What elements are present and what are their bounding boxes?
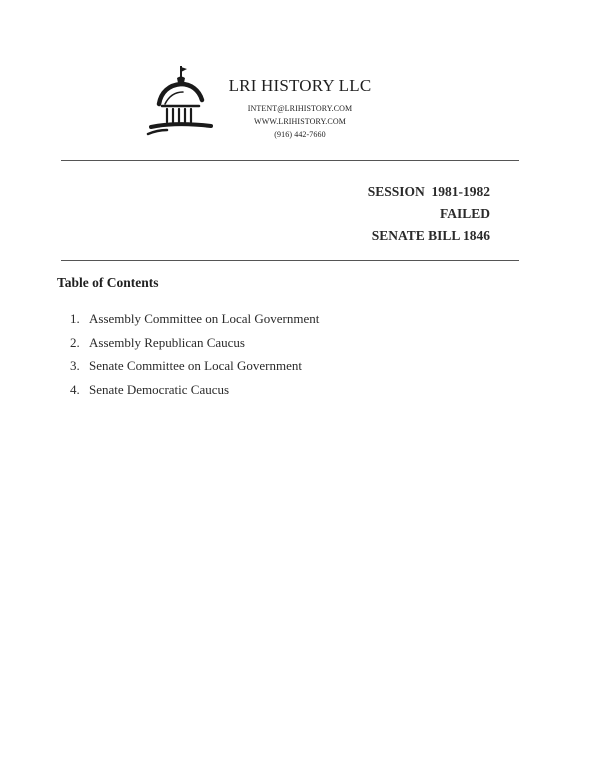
contact-phone: (916) 442-7660 [274,130,326,139]
toc-item-number: 3. [70,358,80,373]
bill-number-label: SENATE BILL 1846 [371,228,490,243]
header-divider [61,160,519,161]
toc-item-label: Senate Democratic Caucus [89,381,230,397]
section-divider [61,260,519,261]
contact-email: INTENT@LRIHISTORY.COM [247,104,353,113]
toc-item [70,331,319,355]
bill-info [368,181,490,247]
toc-title: Table of Contents [57,275,159,290]
contact-website: WWW.LRIHISTORY.COM [254,117,346,126]
capitol-dome-icon [145,64,215,138]
toc-list [70,307,319,401]
toc-item-label: Assembly Committee on Local Government [89,311,320,326]
toc-item [70,307,319,331]
toc-item-number: 4. [70,381,80,397]
toc-item-number: 2. [70,334,80,350]
toc-item [70,354,319,378]
session-label: SESSION 1981-1982 [367,184,490,199]
status-label: FAILED [439,206,490,221]
toc-item-label: Assembly Republican Caucus [89,334,245,350]
toc-item-number: 1. [70,311,80,326]
letterhead [220,76,380,141]
toc-item-label: Senate Committee on Local Government [89,358,302,373]
company-name: LRI HISTORY LLC [228,76,372,95]
toc-item [70,378,319,402]
